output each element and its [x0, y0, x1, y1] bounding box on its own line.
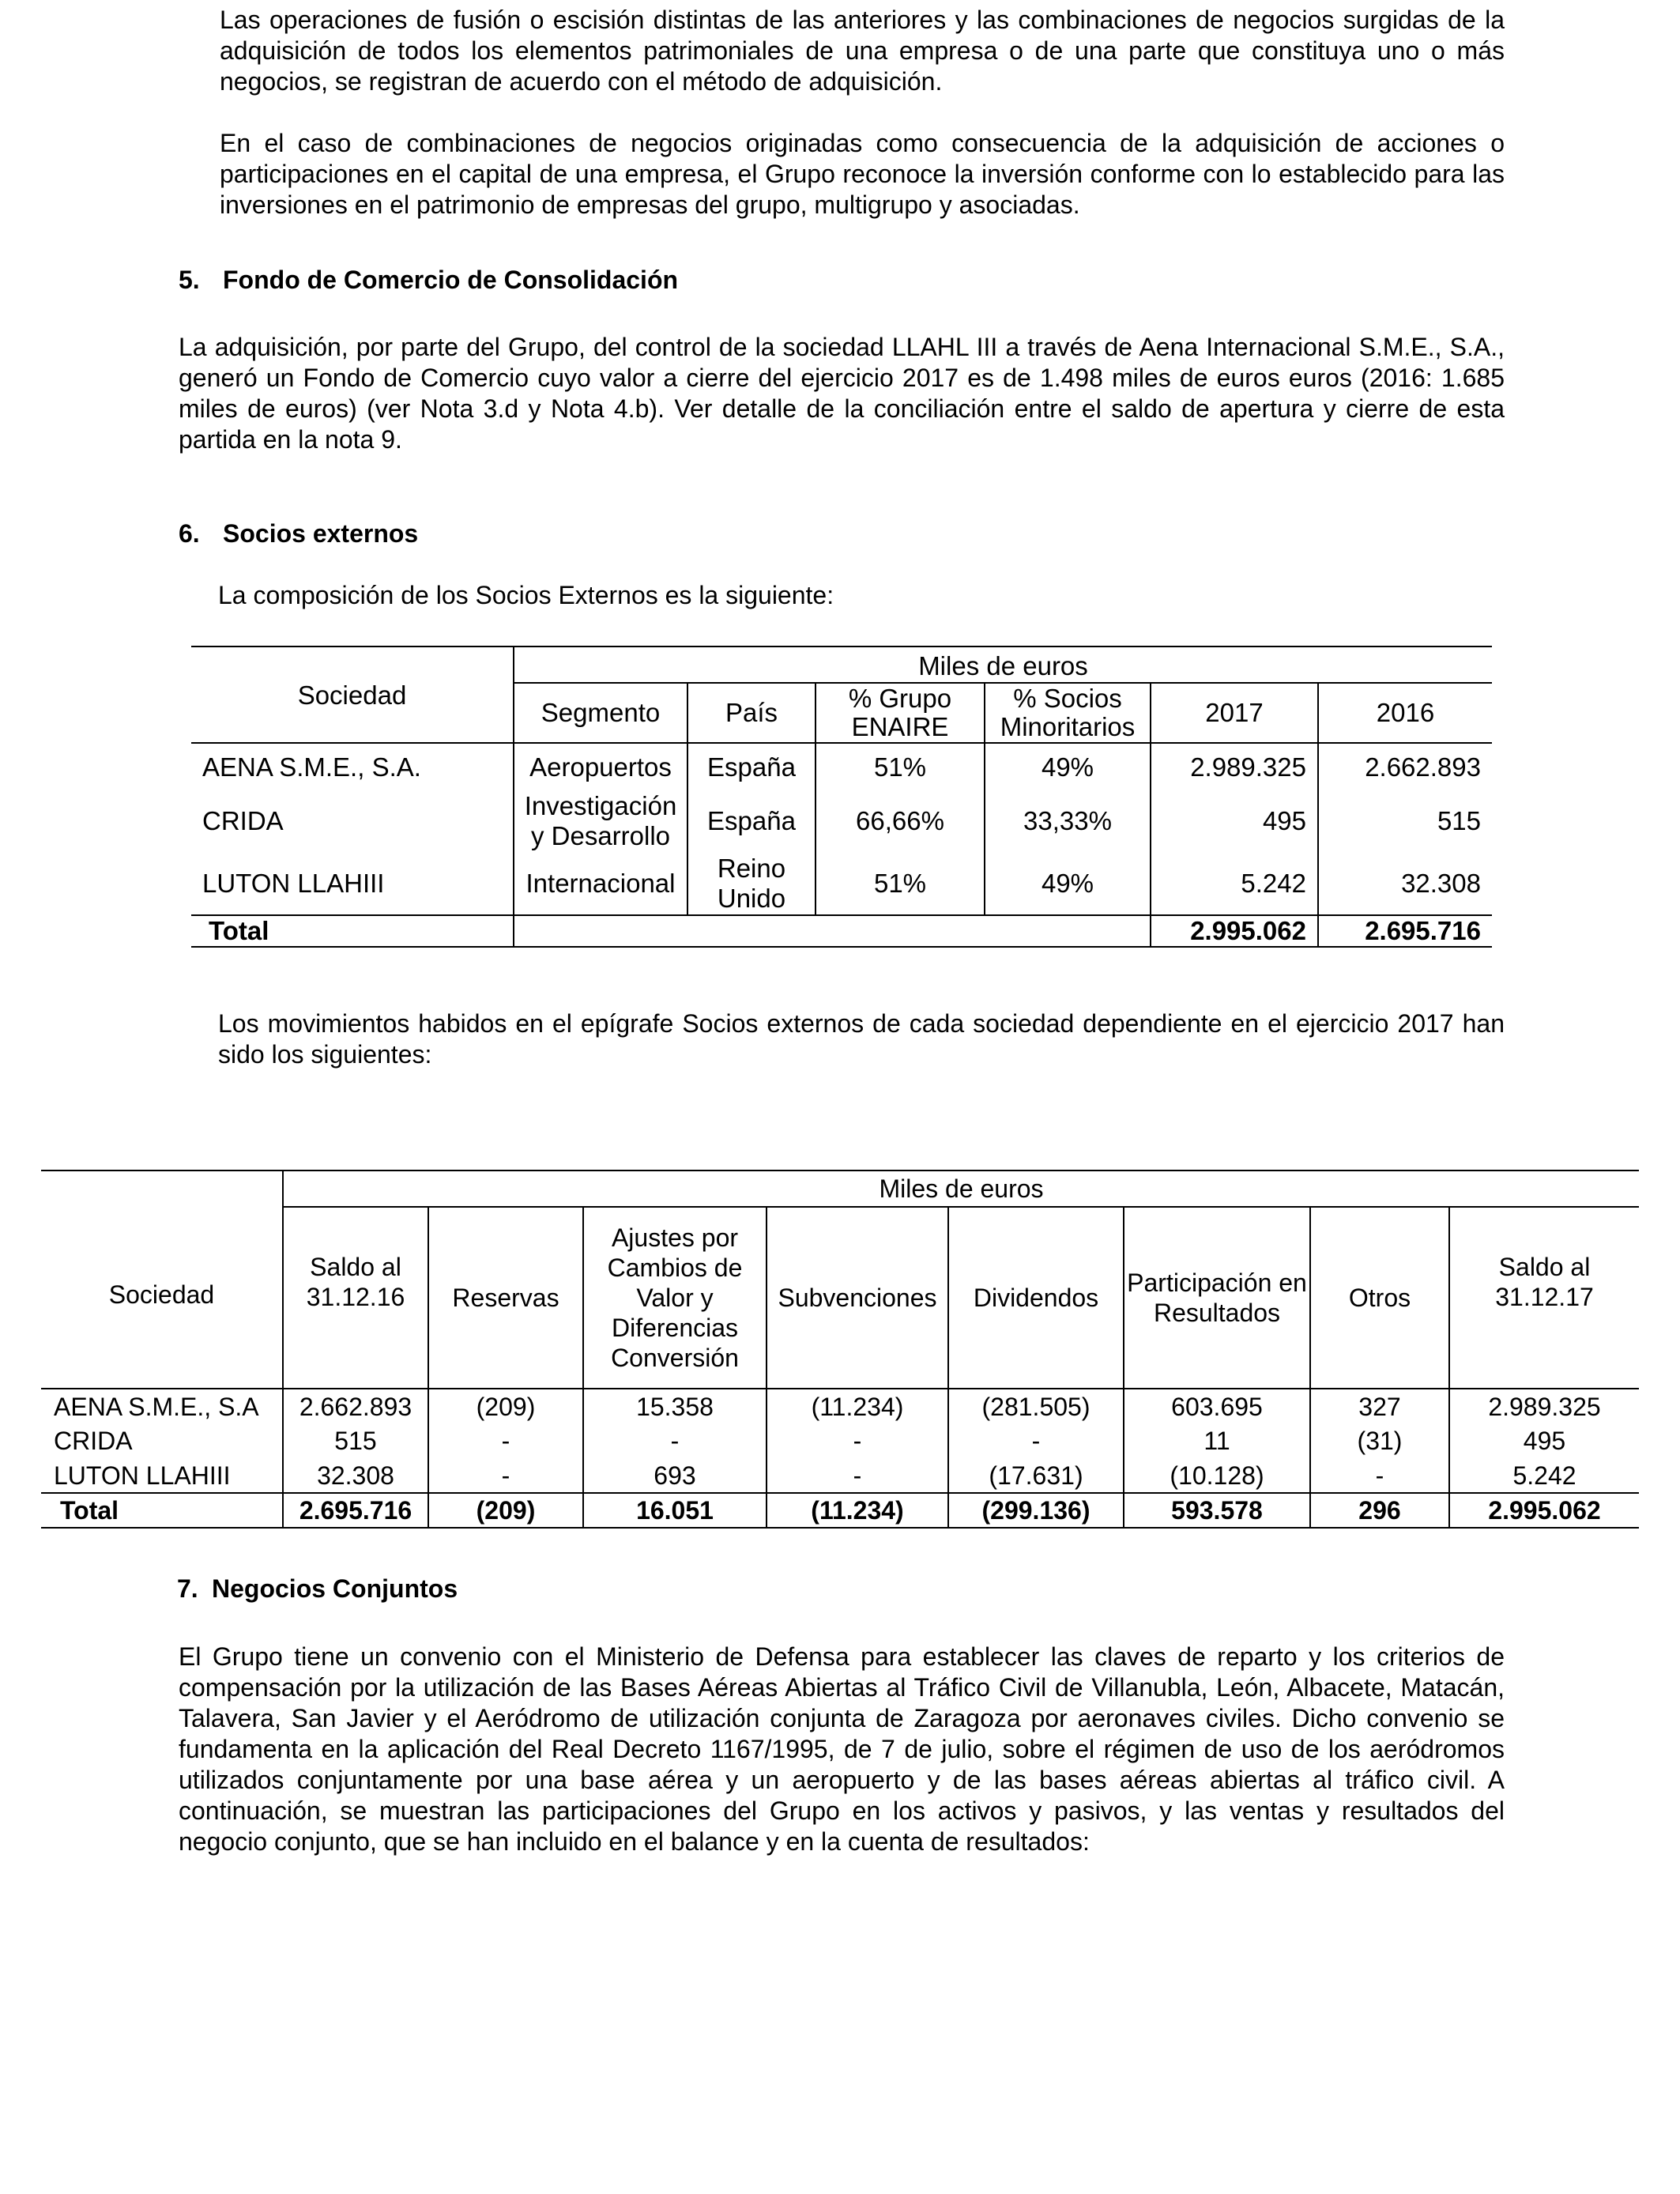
cell-total-value: 16.051 — [583, 1493, 767, 1528]
section-6-title: Socios externos — [223, 519, 419, 548]
table-row — [191, 743, 1492, 790]
cell-segmento: Internacional — [514, 852, 687, 915]
cell-grupo: 51% — [816, 743, 985, 790]
cell-value: (10.128) — [1124, 1458, 1310, 1493]
section-7-number: 7. — [177, 1574, 198, 1603]
header-subvenciones: Subvenciones — [767, 1207, 948, 1389]
cell-value: 495 — [1449, 1423, 1639, 1458]
cell-value: 515 — [283, 1423, 428, 1458]
section-5-text: La adquisición, por parte del Grupo, del control de la sociedad LLAHL III a través de Aena Internacional S.M.E., S.A., generó un Fondo de Comercio cuyo valor a cierre del ejercicio 2017 es de 1.498 miles de euros euros (2016: 1.685 miles de euros) (ver Nota 3.d y Nota 4.b). Ver detalle de la conciliación entre el saldo de apertura y cierre de esta partida en la nota 9. — [179, 333, 1505, 454]
cell-socios: 49% — [985, 852, 1151, 915]
cell-value: 327 — [1310, 1389, 1449, 1423]
cell-value: (17.631) — [948, 1458, 1124, 1493]
header-saldo-2016: Saldo al 31.12.16 — [283, 1207, 428, 1389]
cell-total-label: Total — [191, 915, 514, 947]
movimientos-socios-table — [41, 1170, 1639, 1529]
cell-2017: 2.989.325 — [1151, 743, 1318, 790]
table-row — [41, 1423, 1639, 1458]
cell-grupo: 66,66% — [816, 790, 985, 852]
cell-2016: 2.662.893 — [1318, 743, 1492, 790]
section-6-intro: La composición de los Socios Externos es la siguiente: — [218, 581, 834, 609]
cell-value: 11 — [1124, 1423, 1310, 1458]
cell-total-value: 296 — [1310, 1493, 1449, 1528]
socios-externos-table — [191, 646, 1492, 948]
cell-sociedad: CRIDA — [54, 1427, 133, 1455]
header-miles-de-euros: Miles de euros — [514, 647, 1492, 683]
header-sociedad: Sociedad — [191, 647, 514, 743]
table-total-row — [191, 915, 1492, 947]
cell-value: (31) — [1310, 1423, 1449, 1458]
cell-total-value: 593.578 — [1124, 1493, 1310, 1528]
table-row — [191, 852, 1492, 915]
section-7-text: El Grupo tiene un convenio con el Ministerio de Defensa para establecer las claves de reparto y los criterios de compensación por la utilización de las Bases Aéreas Abiertas al Tráfico Civil de Villanubla, León, Albacete, Matacán, Talavera, San Javier y el Aeródromo de utilización conjunta de Zaragoza por aeronaves civiles. Dicho convenio se fundamenta en la aplicación del Real Decreto 1167/1995, de 7 de julio, sobre el régimen de uso de los aeródromos utilizados conjuntamente por una base aérea y un aeropuerto y de las bases aéreas abiertas al tráfico civil. A continuación, se muestran las participaciones del Grupo en los activos y pasivos, y las ventas y resultados del negocio conjunto, que se han incluido en el balance y en la cuenta de resultados: — [179, 1642, 1505, 1856]
header-saldo-2017: Saldo al 31.12.17 — [1449, 1207, 1639, 1389]
table-row — [191, 790, 1492, 852]
table-total-row — [41, 1493, 1639, 1528]
cell-pais: España — [687, 790, 816, 852]
paragraph-combinaciones: En el caso de combinaciones de negocios originadas como consecuencia de la adquisición de acciones o participaciones en el capital de una empresa, el Grupo reconoce la inversión conforme con lo establecido para las inversiones en el patrimonio de empresas del grupo, multigrupo y asociadas. — [220, 129, 1505, 219]
header-grupo-enaire: % Grupo ENAIRE — [816, 683, 985, 743]
header-2016: 2016 — [1318, 683, 1492, 743]
header-miles-de-euros: Miles de euros — [283, 1171, 1639, 1207]
cell-value: (209) — [428, 1389, 583, 1423]
section-5-heading — [179, 265, 678, 296]
cell-value: - — [767, 1458, 948, 1493]
cell-socios: 33,33% — [985, 790, 1151, 852]
cell-sociedad: AENA S.M.E., S.A. — [191, 743, 514, 790]
cell-value: - — [1310, 1458, 1449, 1493]
cell-value: - — [767, 1423, 948, 1458]
cell-value: 603.695 — [1124, 1389, 1310, 1423]
cell-2016: 32.308 — [1318, 852, 1492, 915]
cell-value: 2.989.325 — [1449, 1389, 1639, 1423]
header-participacion: Participación en Resultados — [1124, 1207, 1310, 1389]
cell-value: (281.505) — [948, 1389, 1124, 1423]
cell-value: 32.308 — [283, 1458, 428, 1493]
table-row — [41, 1458, 1639, 1493]
cell-total-label: Total — [41, 1493, 283, 1528]
paragraph-fusion: Las operaciones de fusión o escisión distintas de las anteriores y las combinaciones de negocios surgidas de la adquisición de todos los elementos patrimoniales de una empresa o de una parte que constituya uno o más negocios, se registran de acuerdo con el método de adquisición. — [220, 6, 1505, 96]
header-pais: País — [687, 683, 816, 743]
cell-value: 15.358 — [583, 1389, 767, 1423]
header-otros: Otros — [1310, 1207, 1449, 1389]
cell-total-2017: 2.995.062 — [1151, 915, 1318, 947]
cell-pais: Reino Unido — [687, 852, 816, 915]
header-ajustes: Ajustes por Cambios de Valor y Diferencias Conversión — [583, 1207, 767, 1389]
cell-2017: 495 — [1151, 790, 1318, 852]
cell-total-2016: 2.695.716 — [1318, 915, 1492, 947]
section-7-title: Negocios Conjuntos — [212, 1574, 458, 1603]
section-6-number: 6. — [179, 519, 200, 548]
header-2017: 2017 — [1151, 683, 1318, 743]
cell-value: 5.242 — [1449, 1458, 1639, 1493]
section-7-heading — [177, 1574, 458, 1604]
section-5-title: Fondo de Comercio de Consolidación — [223, 266, 679, 294]
cell-value: (11.234) — [767, 1389, 948, 1423]
cell-socios: 49% — [985, 743, 1151, 790]
cell-value: - — [583, 1423, 767, 1458]
cell-segmento: Investigación y Desarrollo — [514, 790, 687, 852]
cell-sociedad: AENA S.M.E., S.A — [41, 1389, 283, 1423]
cell-segmento: Aeropuertos — [514, 743, 687, 790]
header-sociedad: Sociedad — [41, 1171, 283, 1389]
header-reservas: Reservas — [428, 1207, 583, 1389]
section-6-movements-intro: Los movimientos habidos en el epígrafe Socios externos de cada sociedad dependiente en el ejercicio 2017 han sido los siguientes: — [218, 1009, 1505, 1069]
cell-total-value: 2.995.062 — [1449, 1493, 1639, 1528]
cell-total-value: (299.136) — [948, 1493, 1124, 1528]
cell-2017: 5.242 — [1151, 852, 1318, 915]
cell-total-empty — [514, 915, 1151, 947]
header-dividendos: Dividendos — [948, 1207, 1124, 1389]
cell-total-value: (11.234) — [767, 1493, 948, 1528]
cell-sociedad: CRIDA — [202, 806, 284, 835]
cell-total-value: (209) — [428, 1493, 583, 1528]
cell-total-value: 2.695.716 — [283, 1493, 428, 1528]
cell-pais: España — [687, 743, 816, 790]
cell-value: - — [948, 1423, 1124, 1458]
header-socios-minoritarios: % Socios Minoritarios — [985, 683, 1151, 743]
header-segmento: Segmento — [514, 683, 687, 743]
cell-sociedad: LUTON LLAHIII — [202, 868, 385, 898]
cell-value: 693 — [583, 1458, 767, 1493]
section-5-number: 5. — [179, 266, 200, 294]
cell-value: - — [428, 1458, 583, 1493]
cell-value: - — [428, 1423, 583, 1458]
cell-value: 2.662.893 — [283, 1389, 428, 1423]
section-6-heading — [179, 518, 418, 549]
cell-2016: 515 — [1318, 790, 1492, 852]
cell-sociedad: LUTON LLAHIII — [54, 1461, 231, 1490]
table-row — [41, 1389, 1639, 1423]
cell-grupo: 51% — [816, 852, 985, 915]
